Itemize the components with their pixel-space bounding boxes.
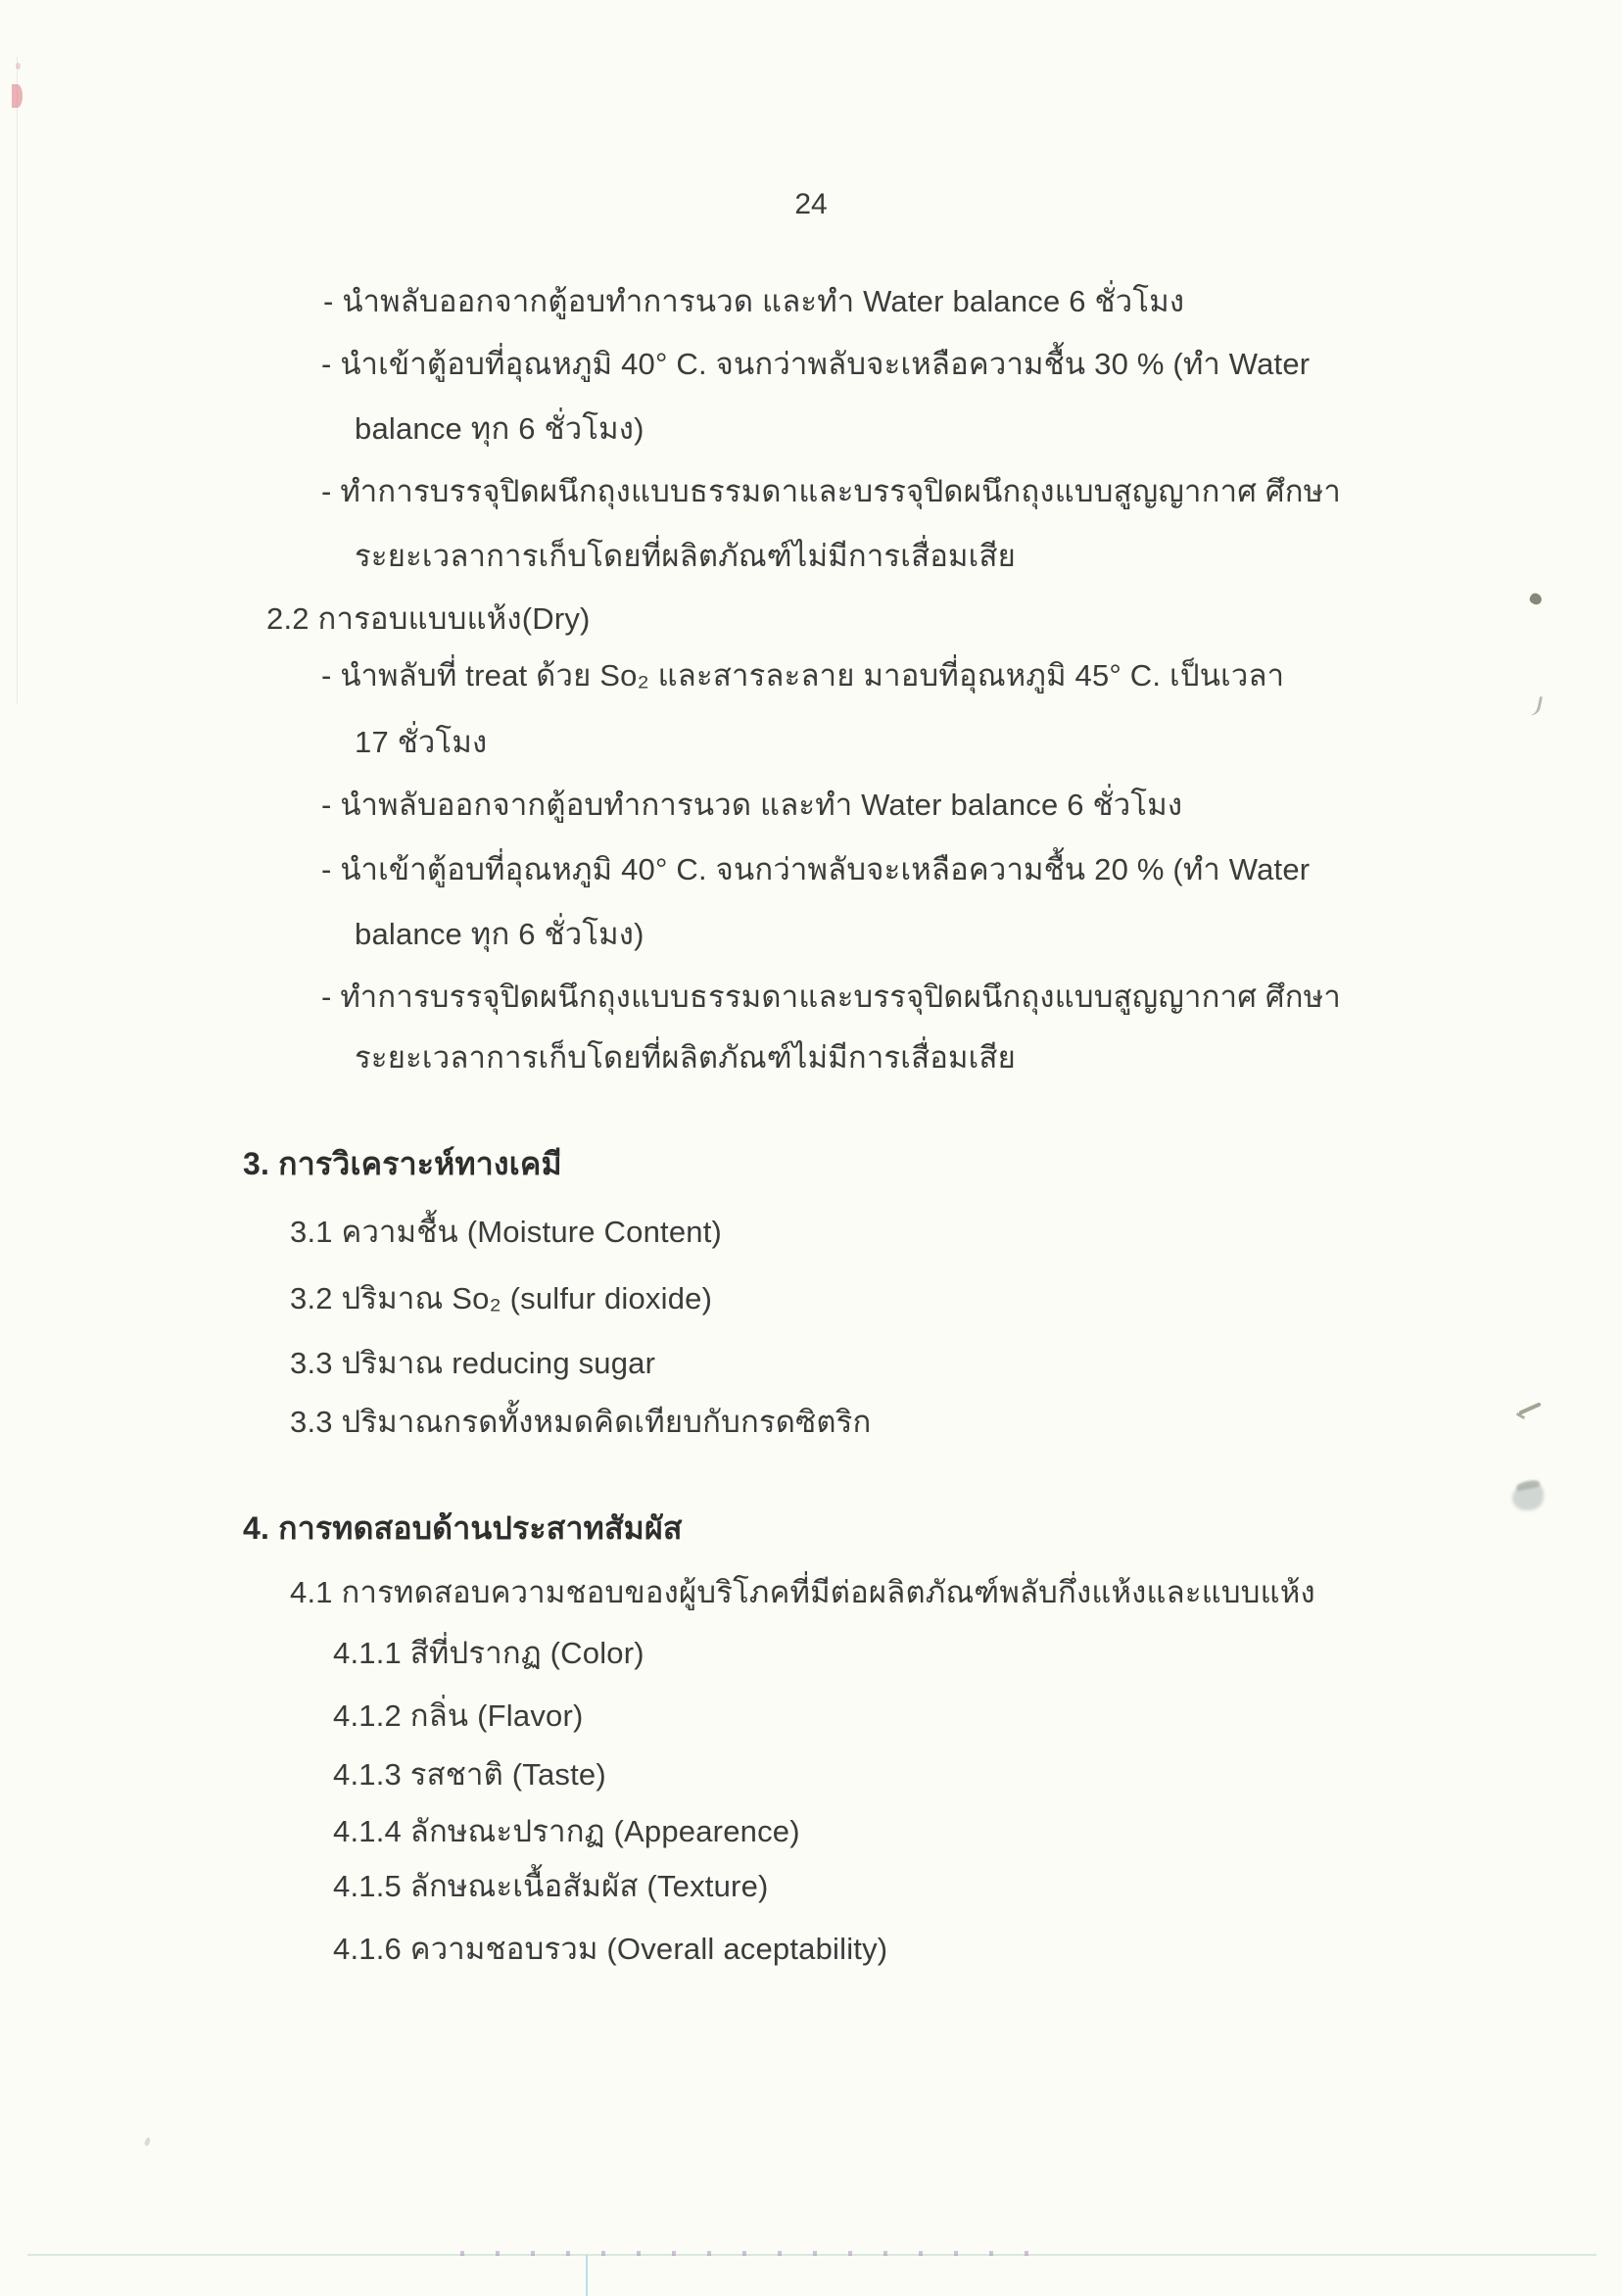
doc-line: - นำเข้าตู้อบที่อุณหภูมิ 40° C. จนกว่าพลับจะเหลือความชื้น 20 % (ทำ Water — [321, 852, 1311, 886]
doc-line: 4.1.4 ลักษณะปรากฏ (Appearence) — [333, 1814, 800, 1848]
scan-pencil-tick-tail — [1516, 1412, 1525, 1419]
section-3-heading: 3. การวิเคราะห์ทางเคมี — [243, 1146, 562, 1181]
doc-line: 4.1.6 ความชอบรวม (Overall aceptability) — [333, 1932, 888, 1966]
scan-speck — [1528, 592, 1544, 606]
doc-line: 4.1 การทดสอบความชอบของผู้บริโภคที่มีต่อผลิตภัณฑ์พลับกึ่งแห้งและแบบแห้ง — [290, 1575, 1315, 1609]
doc-line: 3.1 ความชื้น (Moisture Content) — [290, 1215, 723, 1249]
doc-line: 4.1.3 รสชาติ (Taste) — [333, 1757, 606, 1792]
scan-dot-gray — [144, 2136, 152, 2146]
doc-line: 3.2 ปริมาณ So₂ (sulfur dioxide) — [290, 1281, 713, 1315]
doc-line: - นำพลับออกจากตู้อบทำการนวด และทำ Water balance 6 ชั่วโมง — [323, 284, 1185, 318]
doc-line: ระยะเวลาการเก็บโดยที่ผลิตภัณฑ์ไม่มีการเสื่อมเสีย — [355, 1040, 1016, 1075]
subsection-2-2-heading: 2.2 การอบแบบแห้ง(Dry) — [266, 601, 591, 636]
doc-line: 17 ชั่วโมง — [355, 725, 488, 759]
doc-line: balance ทุก 6 ชั่วโมง) — [355, 411, 644, 446]
scan-edge-line — [17, 57, 18, 703]
scan-bottom-specks — [460, 2251, 1038, 2256]
doc-line: 3.3 ปริมาณ reducing sugar — [290, 1346, 656, 1380]
section-4-heading: 4. การทดสอบด้านประสาทสัมผัส — [243, 1510, 683, 1546]
scan-pencil-tick — [1518, 1402, 1542, 1414]
doc-line: 4.1.5 ลักษณะเนื้อสัมผัส (Texture) — [333, 1869, 769, 1903]
doc-line: 4.1.1 สีที่ปรากฏ (Color) — [333, 1636, 644, 1670]
doc-line: - ทำการบรรจุปิดผนึกถุงแบบธรรมดาและบรรจุปิดผนึกถุงแบบสูญญากาศ ศึกษา — [321, 474, 1341, 508]
doc-line: 4.1.2 กลิ่น (Flavor) — [333, 1698, 584, 1733]
doc-line: 3.3 ปริมาณกรดทั้งหมดคิดเทียบกับกรดซิตริก — [290, 1405, 872, 1439]
doc-line: - นำพลับออกจากตู้อบทำการนวด และทำ Water balance 6 ชั่วโมง — [321, 788, 1183, 822]
doc-line: - ทำการบรรจุปิดผนึกถุงแบบธรรมดาและบรรจุปิดผนึกถุงแบบสูญญากาศ ศึกษา — [321, 980, 1341, 1014]
doc-line: - นำพลับที่ treat ด้วย So₂ และสารละลาย มาอบที่อุณหภูมิ 45° C. เป็นเวลา — [321, 658, 1285, 693]
scan-comma-mark — [1527, 694, 1543, 717]
doc-line: ระยะเวลาการเก็บโดยที่ผลิตภัณฑ์ไม่มีการเสื่อมเสีย — [355, 539, 1016, 573]
scan-bottom-crease — [586, 2255, 588, 2296]
page-number: 24 — [794, 188, 828, 220]
doc-line: balance ทุก 6 ชั่วโมง) — [355, 917, 644, 951]
doc-line: - นำเข้าตู้อบที่อุณหภูมิ 40° C. จนกว่าพลับจะเหลือความชื้น 30 % (ทำ Water — [321, 347, 1311, 381]
